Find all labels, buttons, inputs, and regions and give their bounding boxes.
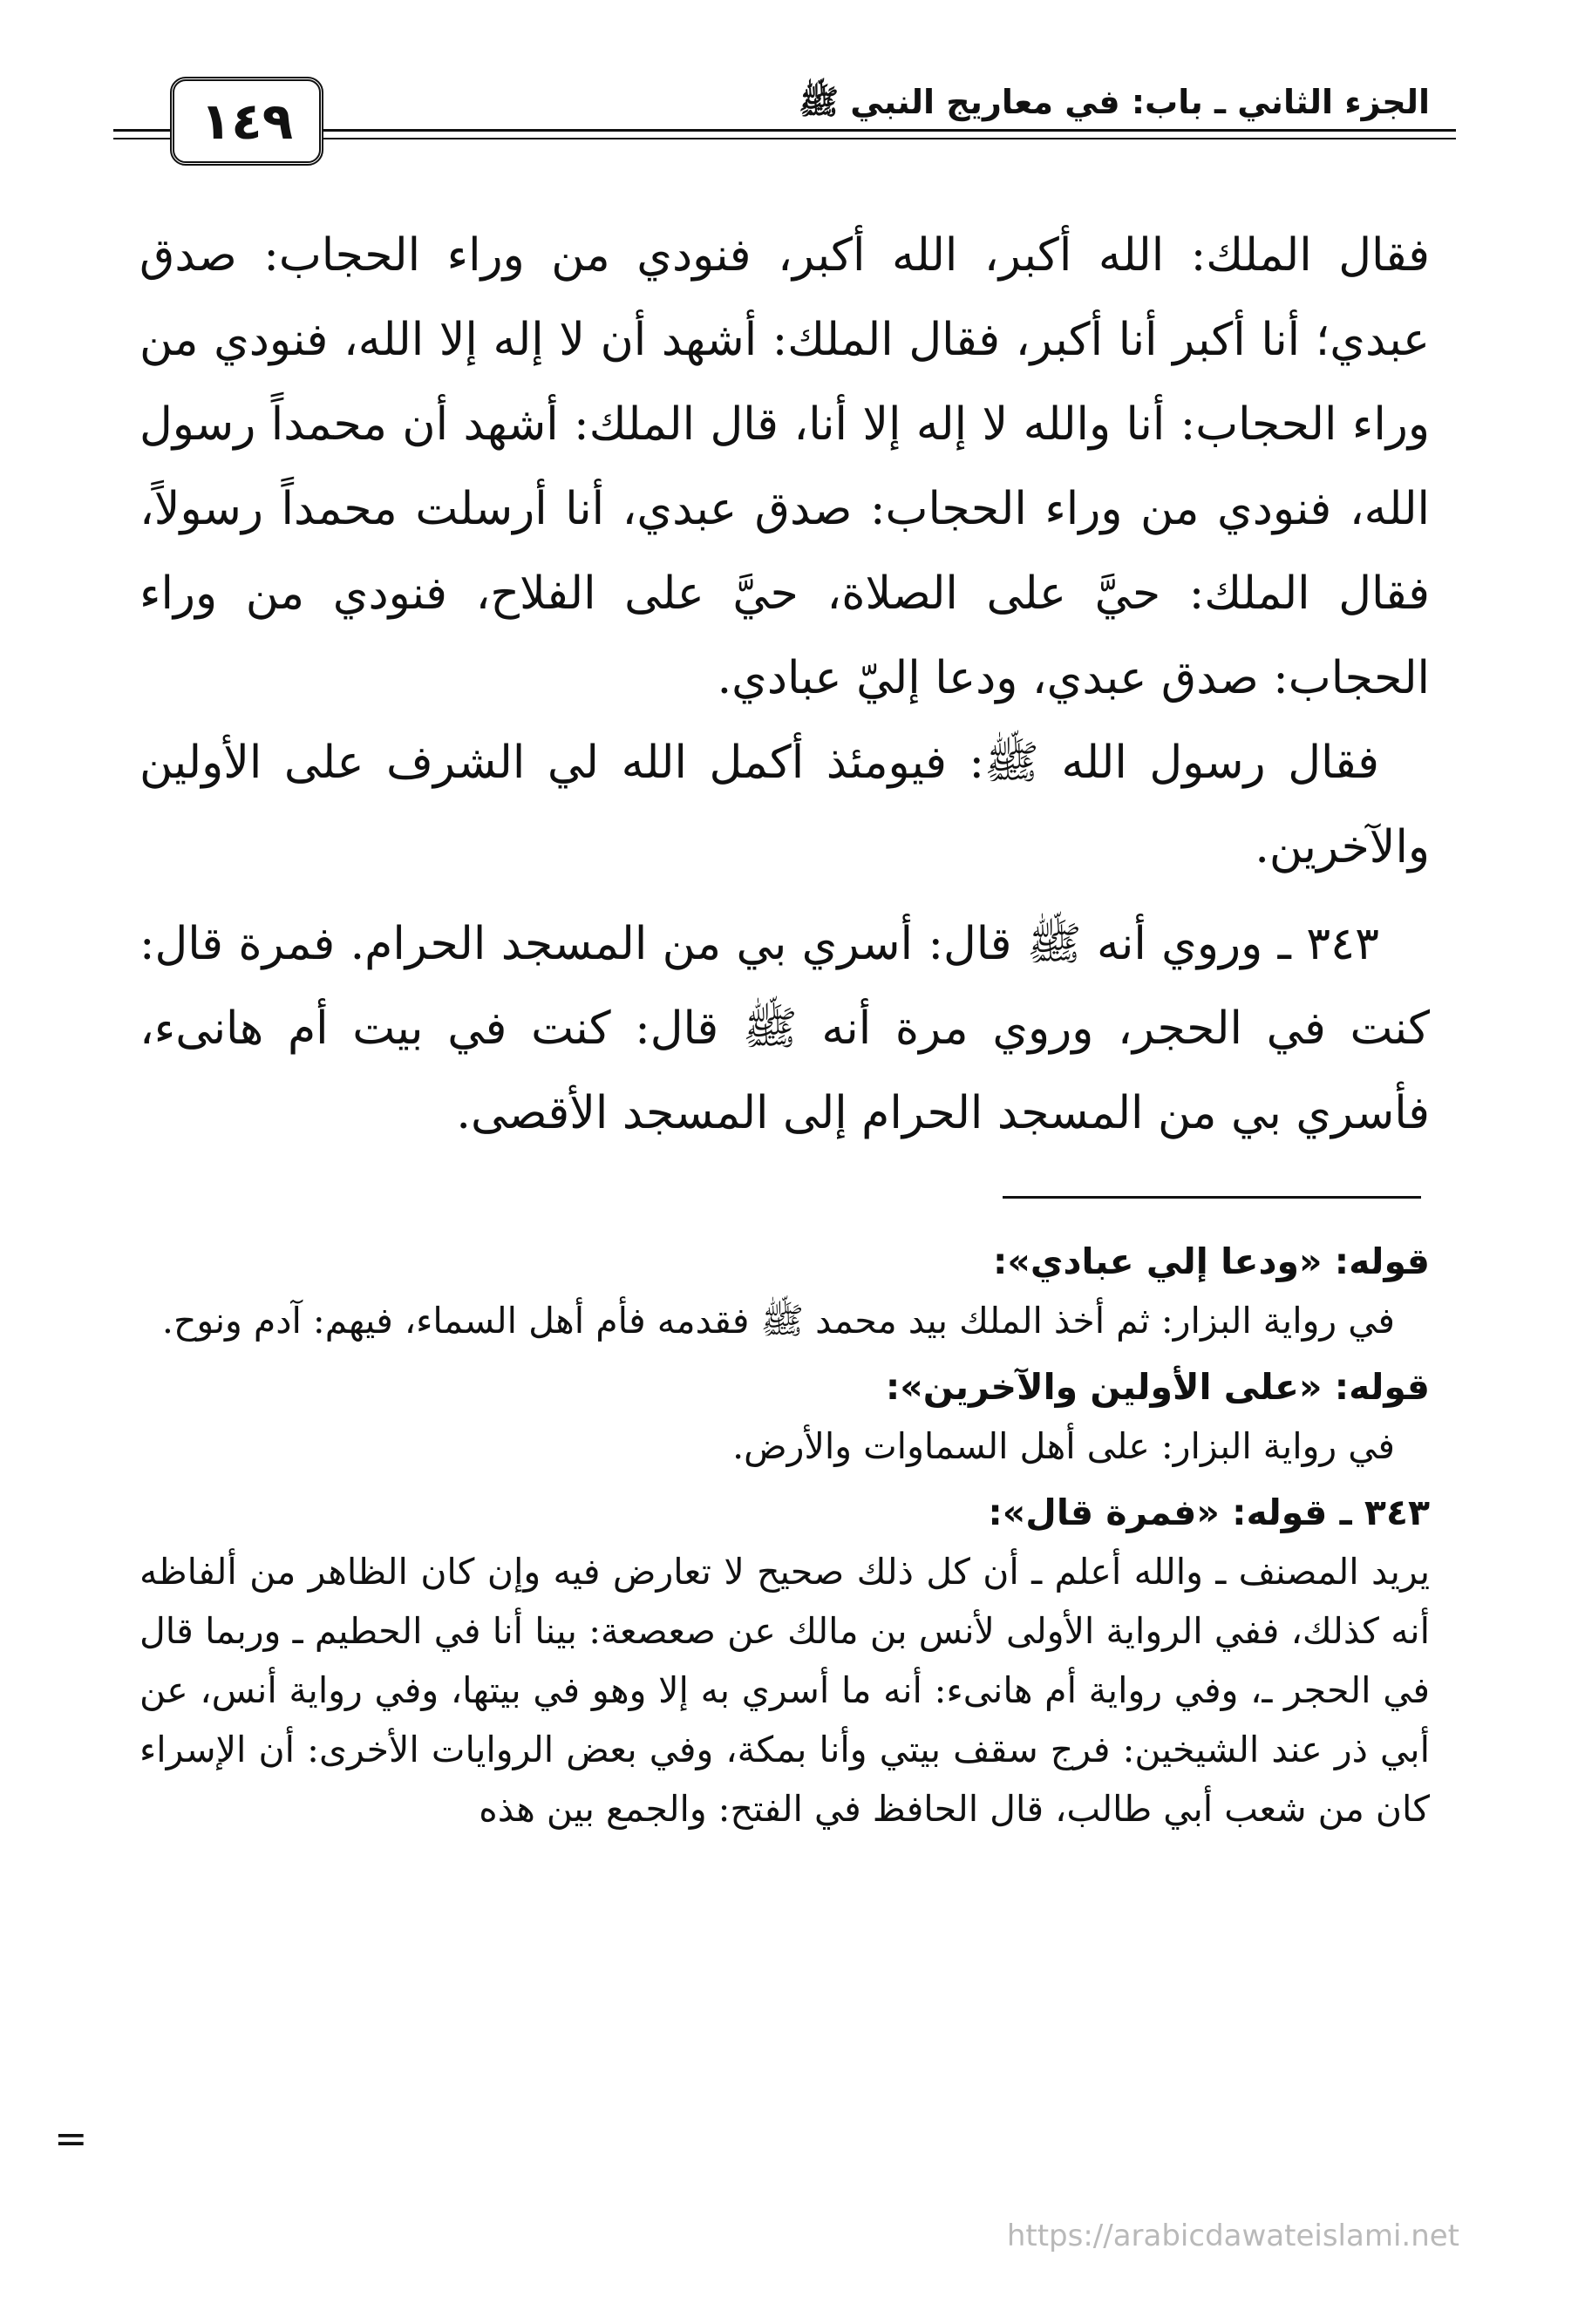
watermark-url: https://arabicdawateislami.net xyxy=(1006,2219,1459,2253)
page-number-frame xyxy=(170,77,323,166)
main-text xyxy=(139,214,1430,1156)
main-paragraph: فقال الملك: الله أكبر، الله أكبر، فنودي من وراء الحجاب: صدق عبدي؛ أنا أكبر أنا أكبر، فقال الملك: أشهد أن لا إله إلا الله، فنودي من وراء الحجاب: أنا والله لا إله إلا أنا، قال الملك: أشهد أن محمداً رسول الله، فنودي من وراء الحجاب: صدق عبدي، أنا أرسلت محمداً رسولاً، فقال الملك: حيَّ على الصلاة، حيَّ على الفلاح، فنودي من وراء الحجاب: صدق عبدي، ودعا إليّ عبادي. xyxy=(139,229,1430,704)
page-number: ١٤٩ xyxy=(200,92,294,151)
footnote-text: يريد المصنف ـ والله أعلم ـ أن كل ذلك صحيح لا تعارض فيه وإن كان الظاهر من ألفاظه أنه كذلك، ففي الرواية الأولى لأنس بن مالك عن صعصعة: بينا أنا في الحطيم ـ وربما قال في الحجر ـ، وفي رواية أم هانىء: أنه ما أسري به إلا وهو في بيتها، وفي رواية أنس، عن أبي ذر عند الشيخين: فرج سقف بيتي وأنا بمكة، وفي بعض الروايات الأخرى: أن الإسراء كان من شعب أبي طالب، قال الحافظ في الفتح: والجمع بين هذه xyxy=(139,1551,1430,1830)
main-paragraph: ٣٤٣ ـ وروي أنه ﷺ قال: أسري بي من المسجد الحرام. فمرة قال: كنت في الحجر، وروي مرة أنه ﷺ قال: كنت في بيت أم هانىء، فأسري بي من المسجد الحرام إلى المسجد الأقصى. xyxy=(139,918,1430,1139)
footnote-separator xyxy=(1003,1196,1421,1199)
footnotes xyxy=(139,1225,1430,1838)
footnote-text: في رواية البزار: ثم أخذ الملك بيد محمد ﷺ فقدمه فأم أهل السماء، فيهم: آدم ونوح. xyxy=(161,1300,1395,1342)
footnote-heading: قوله: «على الأولين والآخرين»: xyxy=(885,1366,1430,1408)
running-title: الجزء الثاني ـ باب: في معاريج النبي ﷺ xyxy=(799,83,1430,121)
footnote-heading: قوله: «ودعا إلي عبادي»: xyxy=(992,1240,1430,1282)
main-paragraph: فقال رسول الله ﷺ: فيومئذ أكمل الله لي الشرف على الأولين والآخرين. xyxy=(139,737,1430,873)
footnote-text: في رواية البزار: على أهل السماوات والأرض. xyxy=(732,1425,1395,1467)
continuation-mark: = xyxy=(54,2115,88,2162)
footnote-heading: ٣٤٣ ـ قوله: «فمرة قال»: xyxy=(988,1492,1430,1533)
